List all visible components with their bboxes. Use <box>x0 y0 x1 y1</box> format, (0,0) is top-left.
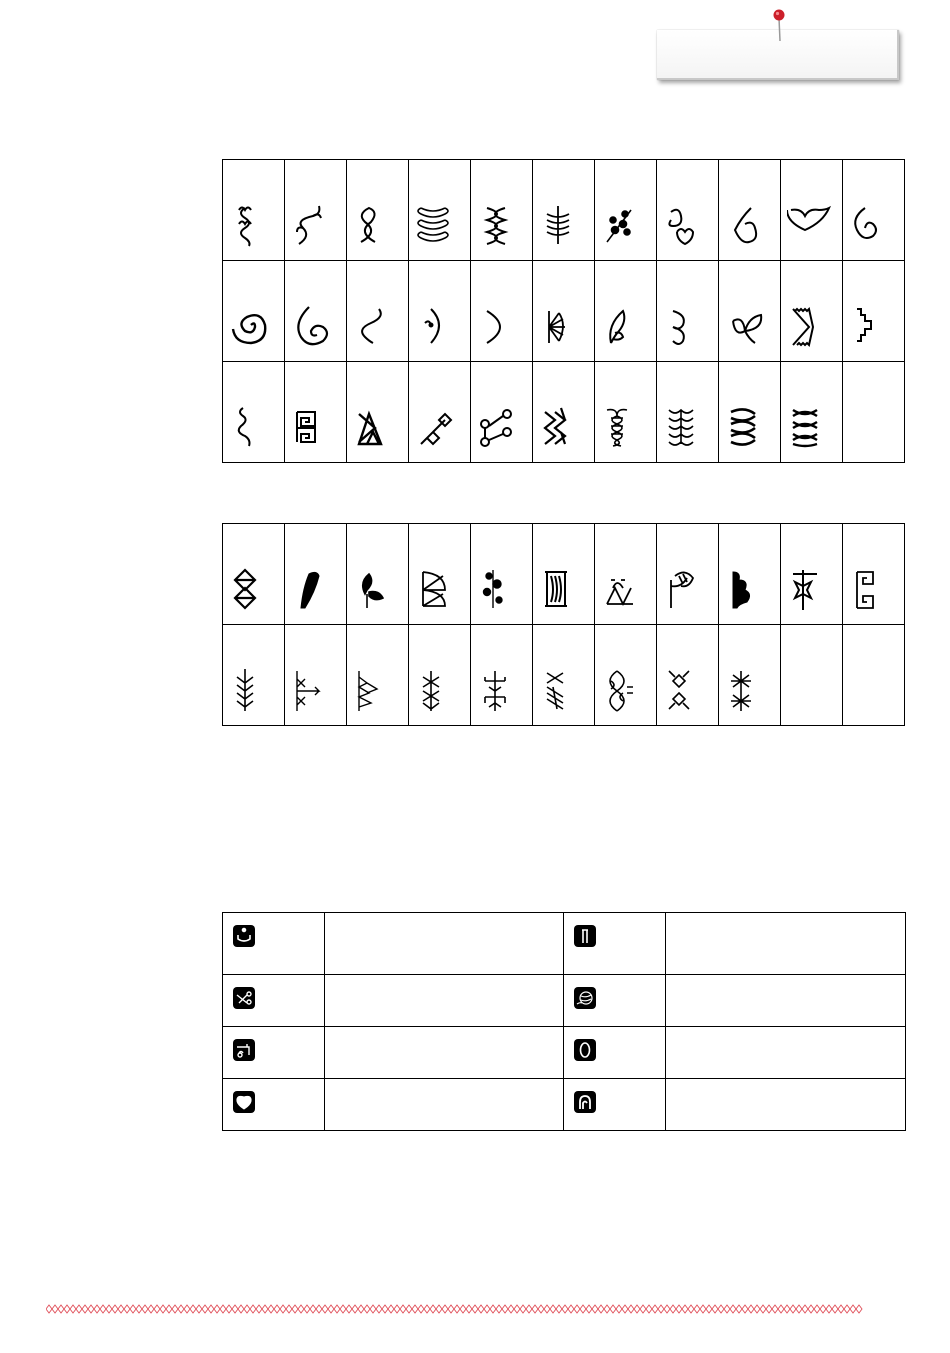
footer-diamond-chain <box>46 1305 862 1313</box>
stitch-cell <box>409 261 471 362</box>
legend-text-left <box>325 975 564 1027</box>
stitch-cell-empty <box>843 362 905 463</box>
stitch-cell <box>409 625 471 726</box>
diamond-cross-icon <box>663 667 709 713</box>
scissors-thread-icon <box>233 987 255 1009</box>
leaf-vine-icon <box>291 202 337 248</box>
stitch-cell <box>347 261 409 362</box>
tulip-vine-icon <box>229 202 275 248</box>
mosaic-triangle-icon <box>601 566 647 612</box>
stitch-cell <box>285 160 347 261</box>
fan-quarter-icon <box>415 566 461 612</box>
stitch-cell <box>471 261 533 362</box>
stitch-cell <box>719 160 781 261</box>
diamond-chain-icon <box>415 404 461 450</box>
heart-swirl-icon <box>725 202 771 248</box>
heart-icon <box>233 1091 255 1113</box>
cloud-scallop-icon <box>725 566 771 612</box>
legend-icon-cell <box>223 1079 325 1131</box>
knot-column-icon <box>663 404 709 450</box>
ornament-swirl-icon <box>601 667 647 713</box>
tall-stem-icon <box>574 925 596 947</box>
legend-text-right <box>666 975 906 1027</box>
table-row <box>223 1027 906 1079</box>
legend-icon-cell <box>564 1079 666 1131</box>
stitch-cell <box>409 524 471 625</box>
diamond-knot-icon <box>229 566 275 612</box>
stitch-cell <box>471 160 533 261</box>
table-row <box>223 1079 906 1131</box>
stitch-cell <box>223 524 285 625</box>
stitch-cell <box>657 261 719 362</box>
stitch-cell <box>781 524 843 625</box>
triple-loops-icon <box>477 202 523 248</box>
medium-spiral-icon <box>291 303 337 349</box>
chevron-zigzag-icon <box>787 303 833 349</box>
square-meander-icon <box>849 566 895 612</box>
cross-stitch-icon <box>415 667 461 713</box>
stitch-cell <box>843 160 905 261</box>
braid-column-icon <box>725 404 771 450</box>
stitch-cell <box>719 261 781 362</box>
double-curl-icon <box>663 303 709 349</box>
fringe-border-icon <box>539 566 585 612</box>
stitch-cell <box>595 362 657 463</box>
lightning-zigzag-icon <box>539 404 585 450</box>
flower-branch-icon <box>601 202 647 248</box>
stitch-cell <box>285 625 347 726</box>
stitch-cell <box>285 261 347 362</box>
legend-text-right <box>666 1027 906 1079</box>
arch-loop-icon <box>574 1091 596 1113</box>
wavy-line-icon <box>229 404 275 450</box>
fern-arrow-icon <box>291 667 337 713</box>
stitch-cell <box>533 362 595 463</box>
legend-icon-cell <box>564 975 666 1027</box>
stitch-cell <box>285 362 347 463</box>
table-row <box>223 625 905 726</box>
table-row <box>223 975 906 1027</box>
legend-icon-cell <box>223 913 325 975</box>
stitch-cell <box>657 524 719 625</box>
stitch-cell <box>657 160 719 261</box>
stitch-cell <box>781 261 843 362</box>
coil-flower-icon <box>539 202 585 248</box>
twin-leaf-icon <box>725 303 771 349</box>
stitch-cell <box>347 625 409 726</box>
bird-branch-icon <box>353 566 399 612</box>
bowl-icon <box>233 925 255 947</box>
yarn-ball-icon <box>574 987 596 1009</box>
stitch-cell <box>223 625 285 726</box>
legend-icon-cell <box>223 1027 325 1079</box>
lace-column-icon <box>601 404 647 450</box>
snowflake-branch-icon <box>477 667 523 713</box>
half-moon-icon <box>477 303 523 349</box>
stitch-cell <box>595 524 657 625</box>
fan-shell-icon <box>539 303 585 349</box>
dense-loops-icon <box>415 202 461 248</box>
stitch-cell <box>781 160 843 261</box>
stitch-cell <box>533 160 595 261</box>
star-column-icon <box>787 566 833 612</box>
feather-plume-icon <box>291 566 337 612</box>
arrow-herringbone-icon <box>229 667 275 713</box>
stitch-cell <box>347 160 409 261</box>
s-curve-icon <box>353 303 399 349</box>
stitch-cell <box>471 524 533 625</box>
stitch-cell <box>471 362 533 463</box>
legend-text-left <box>325 1079 564 1131</box>
legend-text-left <box>325 913 564 975</box>
oval-frame-icon <box>574 1039 596 1061</box>
curl-stem-icon <box>415 303 461 349</box>
table-row <box>223 160 905 261</box>
stitch-cell <box>595 160 657 261</box>
stitch-cell <box>347 524 409 625</box>
stitch-cell <box>409 362 471 463</box>
symbol-legend-table <box>222 912 906 1131</box>
ginkgo-leaf-icon <box>787 202 833 248</box>
stitch-cell-empty <box>781 625 843 726</box>
stitch-cell <box>533 261 595 362</box>
legend-icon-cell <box>564 1027 666 1079</box>
big-spiral-icon <box>229 303 275 349</box>
table-row <box>223 524 905 625</box>
table-row <box>223 913 906 975</box>
stitch-cell <box>223 362 285 463</box>
stitch-cell <box>471 625 533 726</box>
stitch-cell <box>719 625 781 726</box>
flower-stem-icon <box>663 566 709 612</box>
star-cross-icon <box>725 667 771 713</box>
stitch-cell <box>657 625 719 726</box>
feather-leaf-icon <box>601 303 647 349</box>
legend-text-right <box>666 1079 906 1131</box>
decorative-footer-line <box>46 1302 864 1316</box>
sawtooth-grass-icon <box>353 667 399 713</box>
small-spiral-icon <box>849 202 895 248</box>
stitch-cell-empty <box>843 625 905 726</box>
loop-chain-icon <box>353 202 399 248</box>
x-weave-icon <box>539 667 585 713</box>
stitch-cell <box>781 362 843 463</box>
step-line-icon <box>849 303 895 349</box>
stitch-cell <box>595 625 657 726</box>
table-row <box>223 362 905 463</box>
stitch-cell <box>285 524 347 625</box>
pin-icon <box>770 8 790 42</box>
stitch-cell <box>409 160 471 261</box>
stitch-cell <box>533 625 595 726</box>
stitch-table-1 <box>222 159 905 463</box>
legend-icon-cell <box>223 975 325 1027</box>
legend-text-right <box>666 913 906 975</box>
triangle-weave-icon <box>353 404 399 450</box>
legend-text-left <box>325 1027 564 1079</box>
stitch-cell <box>657 362 719 463</box>
table-row <box>223 261 905 362</box>
stitch-table-2 <box>222 523 905 726</box>
stitch-cell <box>223 261 285 362</box>
stitch-cell <box>843 524 905 625</box>
circle-branch-icon <box>477 404 523 450</box>
dense-braid-icon <box>787 404 833 450</box>
stitch-cell <box>719 524 781 625</box>
curl-heart-icon <box>663 202 709 248</box>
stitch-cell <box>843 261 905 362</box>
stitch-cell <box>223 160 285 261</box>
bobbin-machine-icon <box>233 1039 255 1061</box>
legend-icon-cell <box>564 913 666 975</box>
vine-blossom-icon <box>477 566 523 612</box>
stitch-cell <box>347 362 409 463</box>
greek-key-icon <box>291 404 337 450</box>
stitch-cell <box>595 261 657 362</box>
stitch-cell <box>719 362 781 463</box>
stitch-cell <box>533 524 595 625</box>
